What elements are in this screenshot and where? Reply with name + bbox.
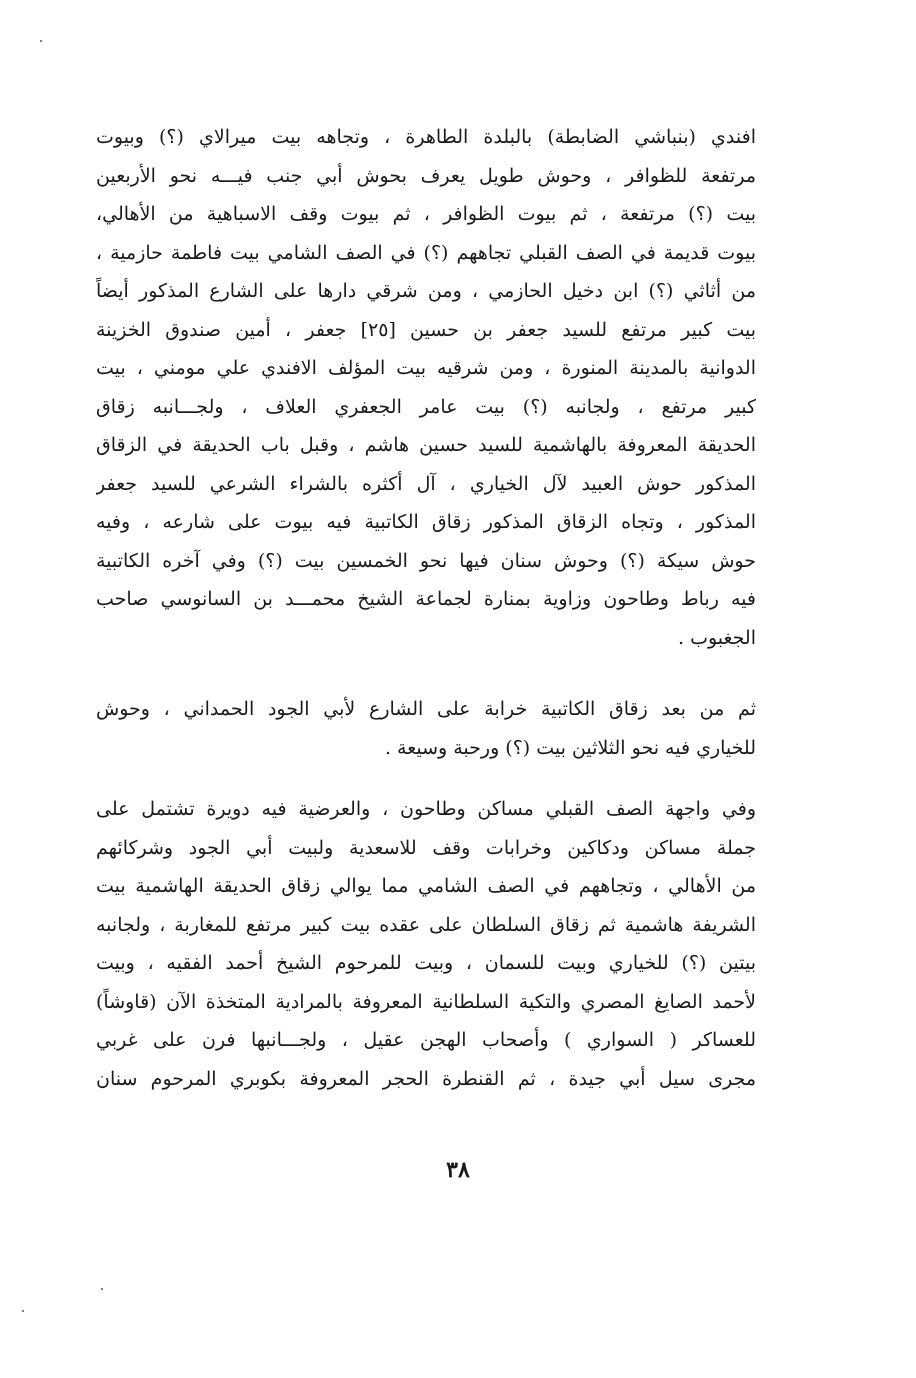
page-number: ٣٨ xyxy=(446,1157,470,1183)
text-line: فيه رباط وطاحون وزاوية بمنارة لجماعة الشيخ محمـــد بن السانوسي صاحب xyxy=(96,588,756,610)
text-line: بيت كبير مرتفع للسيد جعفر بن حسين [٢٥] جعفر ، أمين صندوق الخزينة xyxy=(96,318,756,341)
scan-speck xyxy=(40,40,42,42)
paragraph-1 xyxy=(96,118,756,657)
paragraph-3 xyxy=(96,790,756,1098)
text-line: للعساكر ( السواري ) وأصحاب الهجن عقيل ، ولجـــانبها فرن على غربي xyxy=(96,1029,756,1051)
text-line: ثم من بعد زقاق الكاتبية خرابة على الشارع لأبي الجود الحمداني ، وحوش xyxy=(96,698,756,720)
scan-speck xyxy=(101,1288,103,1290)
text-line: جملة مساكن ودكاكين وخرابات وقف للاسعدية ولبيت أبي الجود وشركائهم xyxy=(96,836,756,859)
text-line: مجرى سيل أبي جيدة ، ثم القنطرة الحجر المعروفة بكوبري المرحوم سنان xyxy=(96,1067,756,1090)
text-line: الجغبوب . xyxy=(677,626,756,649)
text-line: بيوت قديمة في الصف القبلي تجاههم (؟) في الصف الشامي بيت فاطمة حازمية ، xyxy=(96,241,756,264)
paragraph-2 xyxy=(96,690,756,767)
text-line: لأحمد الصايغ المصري والتكية السلطانية المعروفة بالمرادية المتخذة الآن (قاوشاً) xyxy=(96,990,756,1013)
text-line: المذكور حوش العبيد لآل الخياري ، آل أكثره بالشراء الشرعي للسيد جعفر xyxy=(96,472,756,495)
text-line: وفي واجهة الصف القبلي مساكن وطاحون ، والعرضية فيه دويرة تشتمل على xyxy=(96,798,756,820)
scan-speck xyxy=(22,1310,24,1312)
text-line: بيتين (؟) للخياري وبيت للسمان ، وبيت للمرحوم الشيخ أحمد الفقيه ، وبيت xyxy=(96,952,756,974)
text-line: افندي (بنباشي الضابطة) بالبلدة الطاهرة ، وتجاهه بيت ميرالاي (؟) وبيوت xyxy=(96,126,756,148)
text-line: للخياري فيه نحو الثلاثين بيت (؟) ورحبة وسيعة . xyxy=(384,736,756,759)
text-line: الشريفة هاشمية ثم زقاق السلطان على عقده بيت كبير مرتفع للمغاربة ، ولجانبه xyxy=(96,913,756,936)
text-line: بيت (؟) مرتفعة ، ثم بيوت الظوافر ، ثم بيوت وقف الاسباهية من الأهالي، xyxy=(96,203,756,225)
text-line: حوش سيكة (؟) وحوش سنان فيها نحو الخمسين بيت (؟) وفي آخره الكاتبية xyxy=(96,549,756,572)
text-line: من أثاثي (؟) ابن دخيل الحازمي ، ومن شرقي دارها على الشارع المذكور أيضاً xyxy=(96,280,756,302)
text-line: مرتفعة للظوافر ، وحوش طويل يعرف بحوش أبي جنب فيـــه نحو الأربعين xyxy=(96,164,756,187)
text-line: المذكور ، وتجاه الزقاق المذكور زقاق الكاتبية فيه بيوت على شارعه ، وفيه xyxy=(96,511,756,533)
text-line: الحديقة المعروفة بالهاشمية للسيد حسين هاشم ، وقبل باب الحديقة في الزقاق xyxy=(96,434,756,456)
text-line: كبير مرتفع ، ولجانبه (؟) بيت عامر الجعفري العلاف ، ولجـــانبه زقاق xyxy=(96,395,756,418)
text-line: الدوانية بالمدينة المنورة ، ومن شرقيه بيت المؤلف الافندي علي مومني ، بيت xyxy=(96,357,756,379)
text-line: من الأهالي ، وتجاههم في الصف الشامي مما يوالي زقاق الحديقة الهاشمية بيت xyxy=(96,875,756,897)
